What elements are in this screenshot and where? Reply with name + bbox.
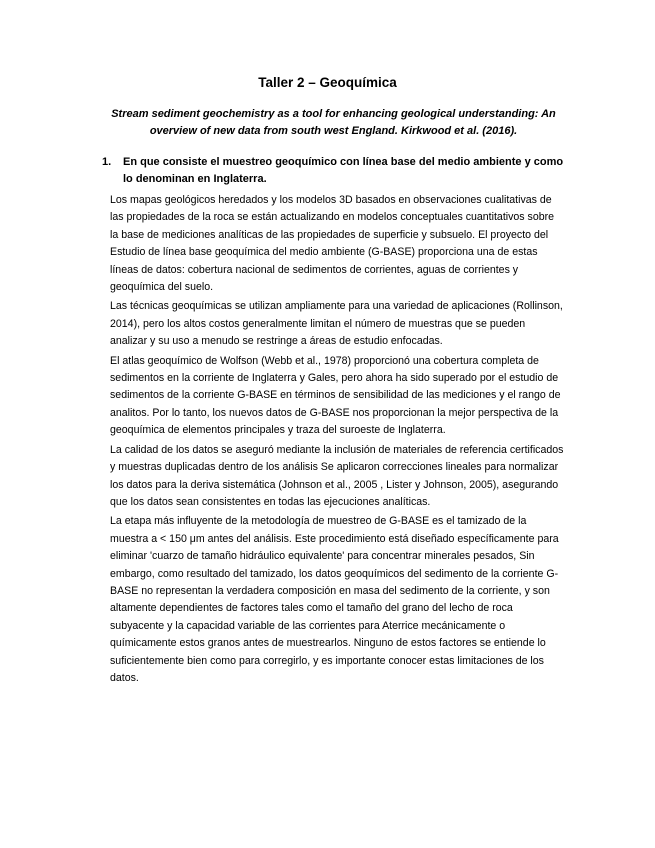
paragraph-techniques: Las técnicas geoquímicas se utilizan ampliamente para una variedad de aplicaciones (Rollinson, 2014), pero los altos costos generalmente limitan el número de muestras que se pueden analizar y su uso a menudo se restringe a áreas de estudio enfocadas. (110, 300, 563, 348)
document-title: Taller 2 – Geoquímica (258, 75, 397, 90)
question-text: En que consiste el muestreo geoquímico con línea base del medio ambiente y como lo denominan en Inglaterra. (123, 156, 564, 185)
question-item (102, 154, 565, 188)
paragraph-wolfson-atlas: El atlas geoquímico de Wolfson (Webb et al., 1978) proporcionó una cobertura completa de sedimentos en la corriente de Inglaterra y Gales, pero ahora ha sido superado por el estudio de sedimentos de la corriente G-BASE en términos de sensibilidad de las mediciones y el rango de analitos. Por lo tanto, los nuevos datos de G-BASE nos proporcionan la mejor perspectiva de la geoquímica de elementos principales y traza del suroeste de Inglaterra. (110, 354, 561, 437)
article-reference: Stream sediment geochemistry as a tool for enhancing geological understanding: An overview of new data from south west England. Kirkwood et al. (2016). (111, 108, 556, 137)
question-number: 1. (102, 156, 112, 168)
paragraph-gbase-intro: Los mapas geológicos heredados y los modelos 3D basados en observaciones cualitativas de las propiedades de la roca se están actualizando en modelos conceptuales cuantitativos sobre la base de mediciones analíticas de las propiedades de superficie y subsuelo. El proyecto del Estudio de línea base geoquímica del medio ambiente (G-BASE) proporciona una de estas líneas de datos: cobertura nacional de sedimentos de corrientes, aguas de corrientes y geoquímica del suelo. (110, 194, 555, 294)
paragraph-sieving: La etapa más influyente de la metodología de muestreo de G-BASE es el tamizado de la muestra a < 150 μm antes del análisis. Este procedimiento está diseñado específicamente para eliminar 'cuarzo de tamaño hidráulico equivalente' para concentrar minerales pesados, Sin embargo, como resultado del tamizado, los datos geoquímicos del sedimento de la corriente G-BASE no representan la verdadera composición en masa del sedimento de la corriente, y son altamente dependientes de factores tales como el tamaño del grano del lecho de roca subyacente y la capacidad variable de las corrientes para Aterrice mecánicamente o químicamente estos granos antes de muestrearlos. Ninguno de estos factores se entiende lo suficientemente bien como para corregirlo, y es importante conocer estas limitaciones de los datos. (110, 515, 559, 684)
paragraph-data-quality: La calidad de los datos se aseguró mediante la inclusión de materiales de referencia certificados y muestras duplicadas dentro de los análisis Se aplicaron correcciones lineales para normalizar los datos para la deriva sistemática (Johnson et al., 2005 , Lister y Johnson, 2005), asegurando que los datos sean consistentes en todas las ejecuciones analíticas. (110, 443, 564, 508)
